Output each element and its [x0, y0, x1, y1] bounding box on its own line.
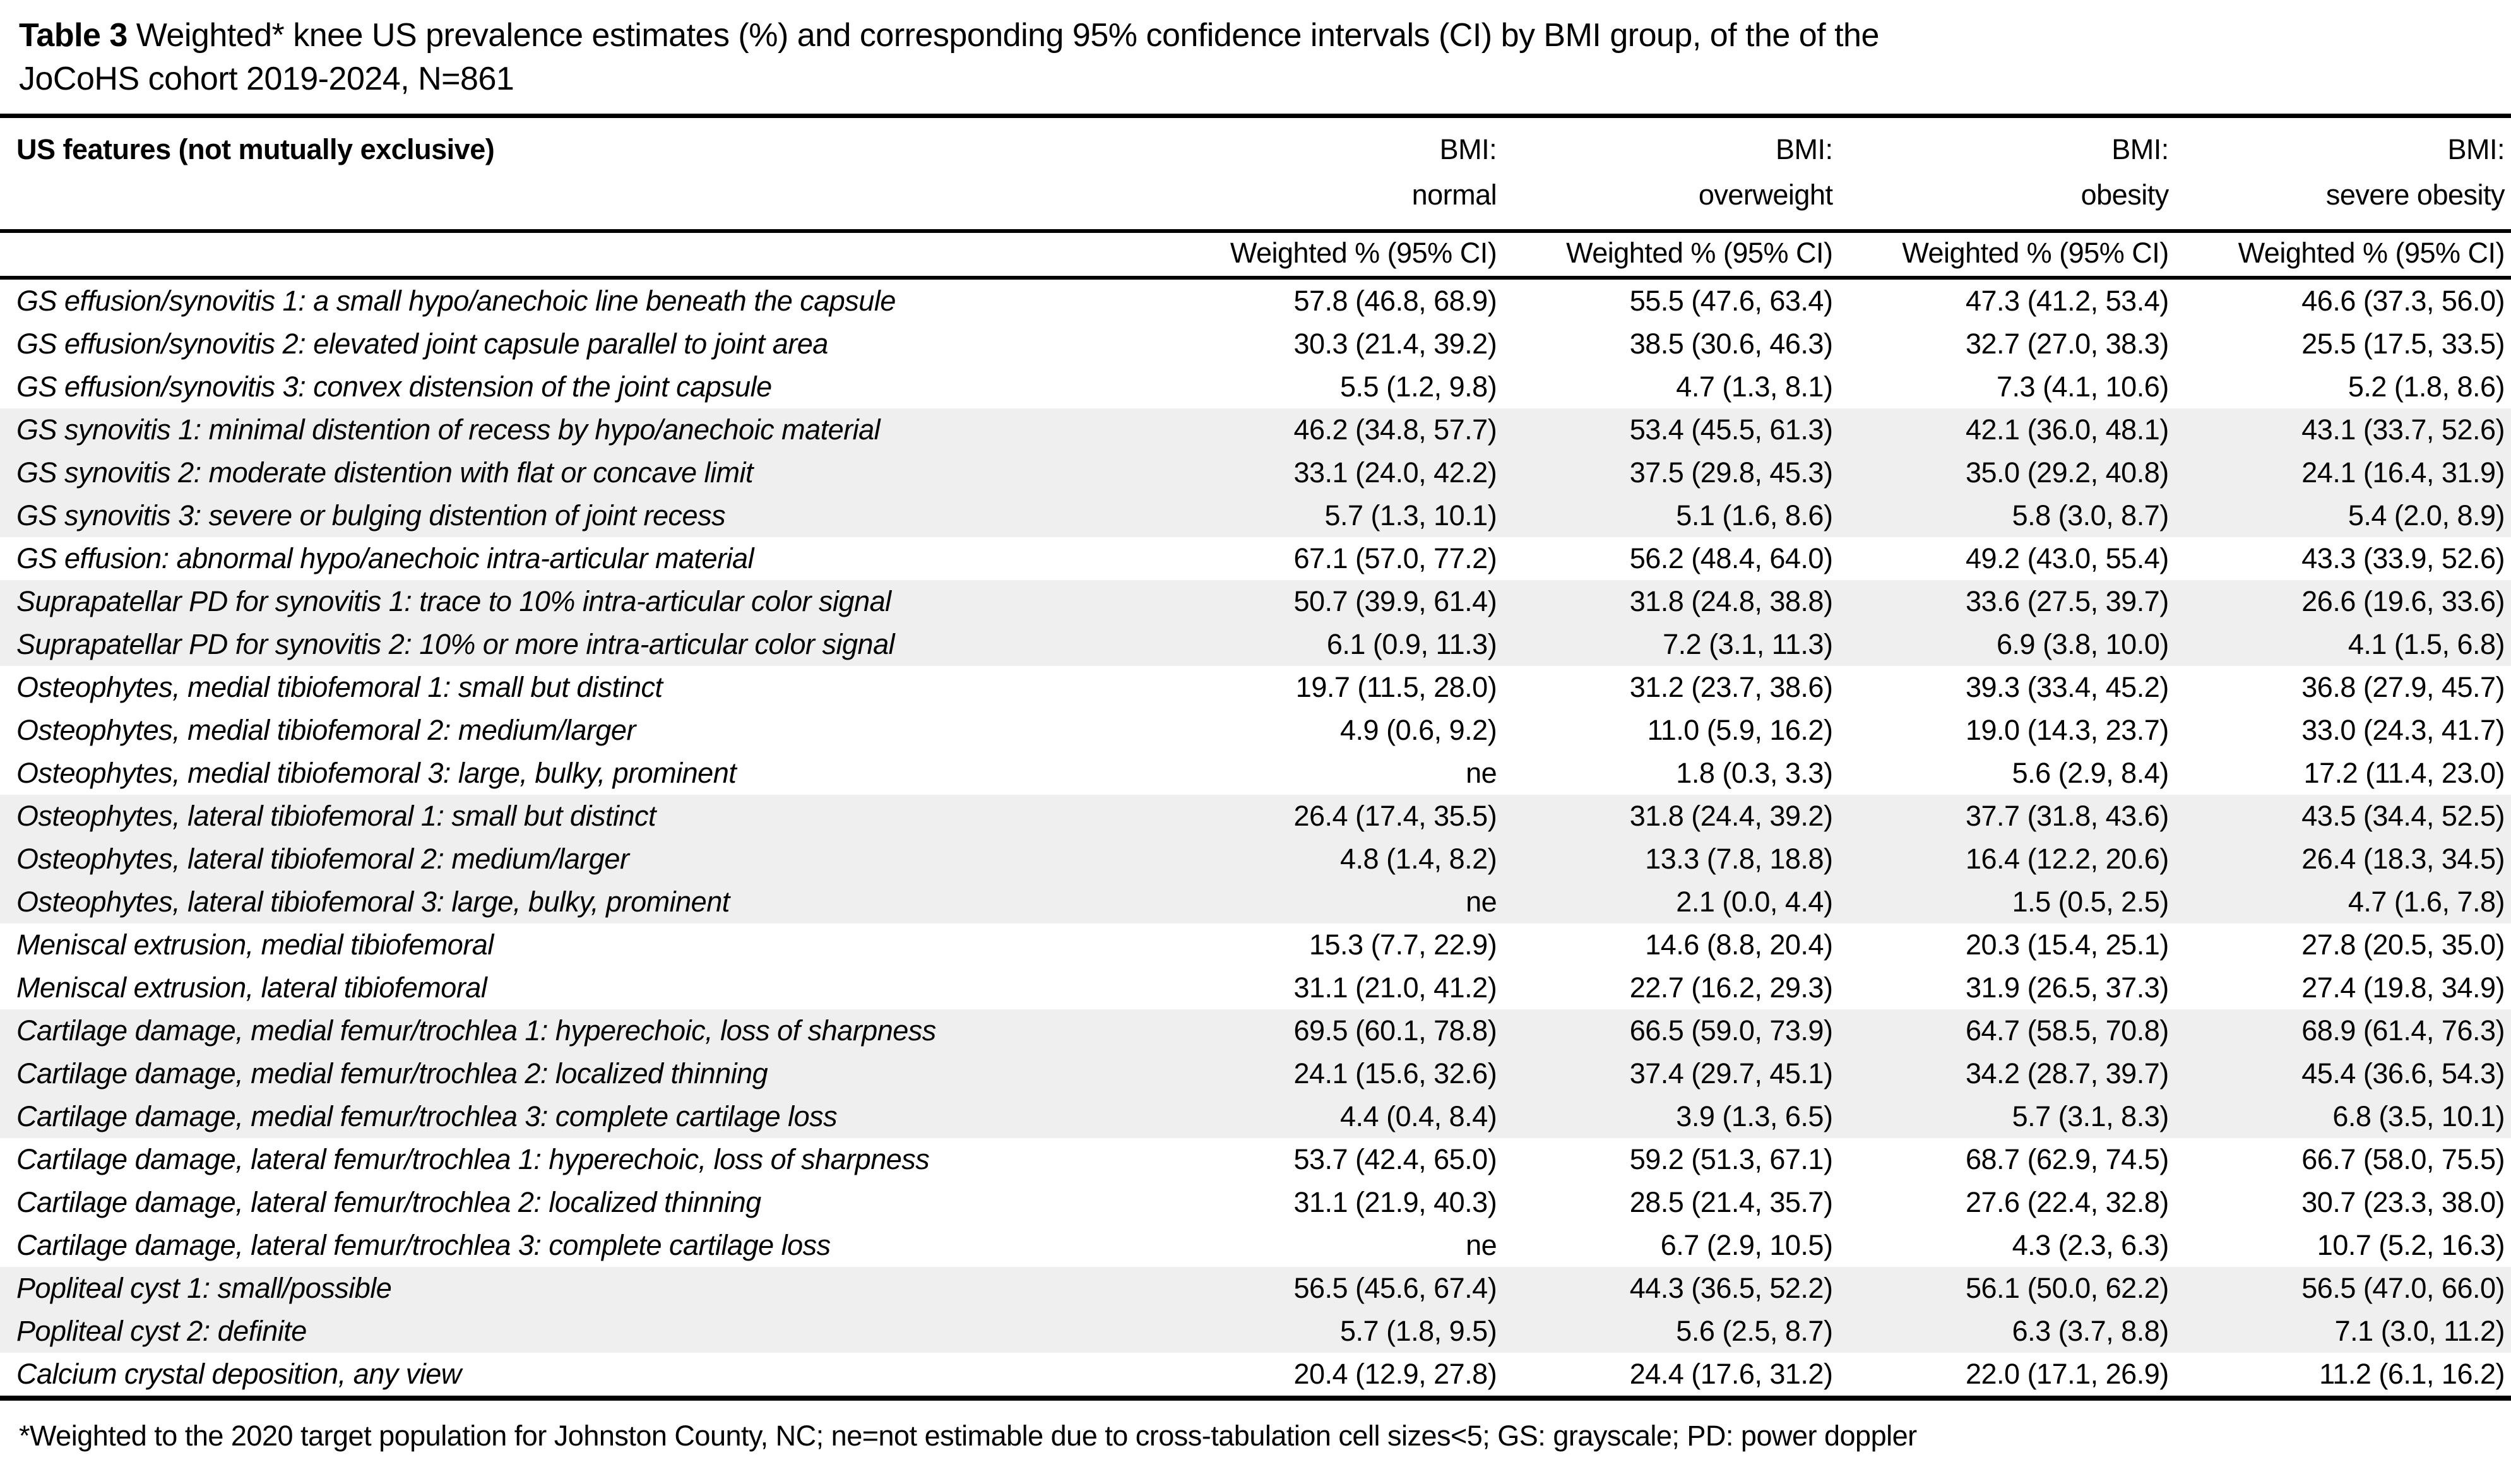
value-cell: 68.7 (62.9, 74.5)	[1965, 1143, 2169, 1176]
value-cell: 6.3 (3.7, 8.8)	[2012, 1315, 2169, 1348]
value-cell: 47.3 (41.2, 53.4)	[1965, 285, 2169, 318]
value-cell: 43.3 (33.9, 52.6)	[2301, 542, 2505, 575]
value-cell: 4.8 (1.4, 8.2)	[1340, 843, 1497, 876]
value-cell: 24.1 (16.4, 31.9)	[2301, 456, 2505, 489]
value-cell: 37.5 (29.8, 45.3)	[1629, 456, 1833, 489]
value-cell: 4.4 (0.4, 8.4)	[1340, 1100, 1497, 1133]
value-cell: 46.2 (34.8, 57.7)	[1293, 413, 1497, 446]
value-cell: 4.7 (1.6, 7.8)	[2348, 886, 2505, 918]
value-cell: 31.1 (21.0, 41.2)	[1293, 971, 1497, 1004]
weighted-pct-subheader: Weighted % (95% CI)	[2175, 231, 2511, 278]
value-cell: 24.1 (15.6, 32.6)	[1293, 1057, 1497, 1090]
value-cell: 64.7 (58.5, 70.8)	[1965, 1014, 2169, 1047]
table-row	[0, 1095, 2511, 1138]
value-cell: 27.8 (20.5, 35.0)	[2301, 929, 2505, 961]
value-cell: 5.6 (2.5, 8.7)	[1676, 1315, 1833, 1348]
value-cell: 67.1 (57.0, 77.2)	[1293, 542, 1497, 575]
table-row	[0, 1138, 2511, 1181]
feature-label: Calcium crystal deposition, any view	[16, 1358, 461, 1391]
table-row	[0, 451, 2511, 494]
value-cell: 30.3 (21.4, 39.2)	[1293, 328, 1497, 360]
value-cell: 24.4 (17.6, 31.2)	[1629, 1358, 1833, 1391]
value-cell: 26.4 (18.3, 34.5)	[2301, 843, 2505, 876]
weighted-pct-subheader: Weighted % (95% CI)	[1167, 231, 1503, 278]
value-cell: 22.7 (16.2, 29.3)	[1629, 971, 1833, 1004]
feature-label: Meniscal extrusion, lateral tibiofemoral	[16, 971, 487, 1004]
table-row	[0, 752, 2511, 795]
value-cell: 31.1 (21.9, 40.3)	[1293, 1186, 1497, 1219]
feature-label: Cartilage damage, medial femur/trochlea 1: hyperechoic, loss of sharpness	[16, 1014, 936, 1047]
bmi-label: BMI:	[1775, 133, 1833, 166]
feature-label: Popliteal cyst 1: small/possible	[16, 1272, 392, 1305]
value-cell: 66.7 (58.0, 75.5)	[2301, 1143, 2505, 1176]
value-cell: 10.7 (5.2, 16.3)	[2317, 1229, 2505, 1262]
value-cell: 53.4 (45.5, 61.3)	[1629, 413, 1833, 446]
bmi-overweight-column-header	[1503, 116, 1839, 232]
value-cell: 5.7 (1.3, 10.1)	[1324, 499, 1497, 532]
feature-label: GS synovitis 3: severe or bulging distention of joint recess	[16, 499, 726, 532]
value-cell: 11.0 (5.9, 16.2)	[1647, 714, 1833, 747]
feature-label: Meniscal extrusion, medial tibiofemoral	[16, 929, 494, 961]
value-cell: 34.2 (28.7, 39.7)	[1965, 1057, 2169, 1090]
feature-label: GS effusion/synovitis 2: elevated joint capsule parallel to joint area	[16, 328, 828, 360]
table-row	[0, 923, 2511, 966]
value-cell: 37.4 (29.7, 45.1)	[1629, 1057, 1833, 1090]
feature-label: Osteophytes, medial tibiofemoral 3: large, bulky, prominent	[16, 757, 737, 790]
value-cell: 26.6 (19.6, 33.6)	[2301, 585, 2505, 618]
value-cell: 13.3 (7.8, 18.8)	[1645, 843, 1833, 876]
table-row	[0, 408, 2511, 451]
feature-label: Osteophytes, lateral tibiofemoral 3: large, bulky, prominent	[16, 886, 730, 918]
value-cell: 2.1 (0.0, 4.4)	[1676, 886, 1833, 918]
feature-label: Osteophytes, medial tibiofemoral 1: small but distinct	[16, 671, 663, 704]
value-cell: 31.8 (24.8, 38.8)	[1629, 585, 1833, 618]
value-cell: 5.4 (2.0, 8.9)	[2348, 499, 2505, 532]
table-row	[0, 537, 2511, 580]
value-cell: 6.1 (0.9, 11.3)	[1326, 628, 1497, 661]
features-column-header: US features (not mutually exclusive)	[0, 116, 1167, 232]
feature-label: Osteophytes, lateral tibiofemoral 2: medium/larger	[16, 843, 629, 876]
value-cell: 3.9 (1.3, 6.5)	[1676, 1100, 1833, 1133]
bmi-group-name: normal	[1411, 179, 1497, 211]
bmi-group-name: obesity	[2081, 179, 2169, 211]
value-cell: 19.0 (14.3, 23.7)	[1965, 714, 2169, 747]
value-cell: 53.7 (42.4, 65.0)	[1293, 1143, 1497, 1176]
table-row	[0, 666, 2511, 709]
table-row	[0, 966, 2511, 1009]
value-cell: 26.4 (17.4, 35.5)	[1293, 800, 1497, 833]
value-cell: 25.5 (17.5, 33.5)	[2301, 328, 2505, 360]
value-cell: 5.8 (3.0, 8.7)	[2012, 499, 2169, 532]
table-caption-line2: JoCoHS cohort 2019-2024, N=861	[19, 61, 514, 98]
bmi-label: BMI:	[1439, 133, 1497, 166]
weighted-pct-subheader: Weighted % (95% CI)	[1839, 231, 2175, 278]
feature-label: GS effusion/synovitis 3: convex distension of the joint capsule	[16, 371, 772, 403]
table-row	[0, 1009, 2511, 1052]
feature-label: Suprapatellar PD for synovitis 2: 10% or more intra-articular color signal	[16, 628, 895, 661]
bmi-label: BMI:	[2447, 133, 2505, 166]
value-cell: 1.5 (0.5, 2.5)	[2012, 886, 2169, 918]
table-row	[0, 881, 2511, 923]
value-cell: ne	[1466, 757, 1497, 790]
value-cell: 56.5 (47.0, 66.0)	[2301, 1272, 2505, 1305]
feature-label: GS effusion/synovitis 1: a small hypo/anechoic line beneath the capsule	[16, 285, 896, 318]
table-row	[0, 278, 2511, 323]
value-cell: 22.0 (17.1, 26.9)	[1965, 1358, 2169, 1391]
value-cell: 37.7 (31.8, 43.6)	[1965, 800, 2169, 833]
value-cell: 31.8 (24.4, 39.2)	[1629, 800, 1833, 833]
value-cell: 31.2 (23.7, 38.6)	[1629, 671, 1833, 704]
table-row	[0, 365, 2511, 408]
value-cell: 11.2 (6.1, 16.2)	[2319, 1358, 2505, 1391]
value-cell: 20.4 (12.9, 27.8)	[1293, 1358, 1497, 1391]
feature-label: Cartilage damage, lateral femur/trochlea 1: hyperechoic, loss of sharpness	[16, 1143, 930, 1176]
prevalence-table	[0, 114, 2511, 1401]
feature-label: GS synovitis 1: minimal distention of recess by hypo/anechoic material	[16, 413, 881, 446]
value-cell: 43.1 (33.7, 52.6)	[2301, 413, 2505, 446]
value-cell: 5.7 (1.8, 9.5)	[1340, 1315, 1497, 1348]
bmi-severe-obesity-column-header	[2175, 116, 2511, 232]
feature-label: Cartilage damage, lateral femur/trochlea 2: localized thinning	[16, 1186, 761, 1219]
table-row	[0, 838, 2511, 881]
value-cell: 7.2 (3.1, 11.3)	[1663, 628, 1833, 661]
table-row	[0, 1310, 2511, 1353]
bmi-obesity-column-header	[1839, 116, 2175, 232]
value-cell: 45.4 (36.6, 54.3)	[2301, 1057, 2505, 1090]
weighted-pct-subheader: Weighted % (95% CI)	[1503, 231, 1839, 278]
value-cell: 66.5 (59.0, 73.9)	[1629, 1014, 1833, 1047]
value-cell: 7.1 (3.0, 11.2)	[2334, 1315, 2505, 1348]
feature-label: Osteophytes, lateral tibiofemoral 1: small but distinct	[16, 800, 656, 833]
bmi-group-name: overweight	[1698, 179, 1833, 211]
value-cell: 56.2 (48.4, 64.0)	[1629, 542, 1833, 575]
value-cell: 55.5 (47.6, 63.4)	[1629, 285, 1833, 318]
value-cell: 15.3 (7.7, 22.9)	[1309, 929, 1497, 961]
table-header	[0, 116, 2511, 278]
value-cell: ne	[1466, 1229, 1497, 1262]
table-row	[0, 1181, 2511, 1224]
feature-label: Osteophytes, medial tibiofemoral 2: medium/larger	[16, 714, 636, 747]
value-cell: 7.3 (4.1, 10.6)	[1997, 371, 2169, 403]
bmi-label: BMI:	[2111, 133, 2169, 166]
table-row	[0, 1267, 2511, 1310]
value-cell: 6.9 (3.8, 10.0)	[1997, 628, 2169, 661]
value-cell: 68.9 (61.4, 76.3)	[2301, 1014, 2505, 1047]
feature-label: GS synovitis 2: moderate distention with flat or concave limit	[16, 456, 754, 489]
table-number: Table 3	[19, 17, 128, 54]
feature-label: Suprapatellar PD for synovitis 1: trace to 10% intra-articular color signal	[16, 585, 891, 618]
value-cell: 19.7 (11.5, 28.0)	[1295, 671, 1497, 704]
table-row	[0, 795, 2511, 838]
table-title	[19, 14, 2473, 101]
value-cell: 14.6 (8.8, 20.4)	[1645, 929, 1833, 961]
value-cell: 1.8 (0.3, 3.3)	[1676, 757, 1833, 790]
value-cell: 44.3 (36.5, 52.2)	[1629, 1272, 1833, 1305]
value-cell: 43.5 (34.4, 52.5)	[2301, 800, 2505, 833]
value-cell: 42.1 (36.0, 48.1)	[1965, 413, 2169, 446]
table-row	[0, 623, 2511, 666]
value-cell: 69.5 (60.1, 78.8)	[1293, 1014, 1497, 1047]
feature-label: Cartilage damage, medial femur/trochlea 2: localized thinning	[16, 1057, 768, 1090]
table-caption-line1: Weighted* knee US prevalence estimates (%) and corresponding 95% confidence intervals (CI) by BMI group, of the of the	[136, 17, 1879, 54]
value-cell: 4.9 (0.6, 9.2)	[1340, 714, 1497, 747]
value-cell: 33.1 (24.0, 42.2)	[1293, 456, 1497, 489]
table-row	[0, 709, 2511, 752]
value-cell: 6.8 (3.5, 10.1)	[2332, 1100, 2505, 1133]
bmi-group-name: severe obesity	[2325, 179, 2505, 211]
table-row	[0, 1224, 2511, 1267]
table-row	[0, 494, 2511, 537]
value-cell: 57.8 (46.8, 68.9)	[1293, 285, 1497, 318]
value-cell: 4.7 (1.3, 8.1)	[1676, 371, 1833, 403]
value-cell: 56.5 (45.6, 67.4)	[1293, 1272, 1497, 1305]
feature-label: Cartilage damage, medial femur/trochlea 3: complete cartilage loss	[16, 1100, 838, 1133]
value-cell: ne	[1466, 886, 1497, 918]
subheader-row	[0, 231, 2511, 278]
value-cell: 16.4 (12.2, 20.6)	[1965, 843, 2169, 876]
value-cell: 33.6 (27.5, 39.7)	[1965, 585, 2169, 618]
value-cell: 20.3 (15.4, 25.1)	[1965, 929, 2169, 961]
value-cell: 36.8 (27.9, 45.7)	[2301, 671, 2505, 704]
value-cell: 5.5 (1.2, 9.8)	[1340, 371, 1497, 403]
value-cell: 46.6 (37.3, 56.0)	[2301, 285, 2505, 318]
value-cell: 32.7 (27.0, 38.3)	[1965, 328, 2169, 360]
feature-label: Popliteal cyst 2: definite	[16, 1315, 307, 1348]
value-cell: 17.2 (11.4, 23.0)	[2303, 757, 2505, 790]
value-cell: 28.5 (21.4, 35.7)	[1629, 1186, 1833, 1219]
value-cell: 33.0 (24.3, 41.7)	[2301, 714, 2505, 747]
bmi-normal-column-header	[1167, 116, 1503, 232]
value-cell: 31.9 (26.5, 37.3)	[1965, 971, 2169, 1004]
value-cell: 35.0 (29.2, 40.8)	[1965, 456, 2169, 489]
table-body	[0, 278, 2511, 1398]
feature-label: Cartilage damage, lateral femur/trochlea 3: complete cartilage loss	[16, 1229, 831, 1262]
value-cell: 30.7 (23.3, 38.0)	[2301, 1186, 2505, 1219]
value-cell: 5.1 (1.6, 8.6)	[1676, 499, 1833, 532]
value-cell: 5.2 (1.8, 8.6)	[2348, 371, 2505, 403]
footnote: *Weighted to the 2020 target population for Johnston County, NC; ne=not estimable due to cross-tabulation cell sizes<5; GS: grayscale; PD: power doppler	[19, 1420, 1917, 1452]
value-cell: 49.2 (43.0, 55.4)	[1965, 542, 2169, 575]
value-cell: 6.7 (2.9, 10.5)	[1660, 1229, 1833, 1262]
table-row	[0, 1353, 2511, 1398]
feature-label: GS effusion: abnormal hypo/anechoic intra-articular material	[16, 542, 754, 575]
subheader-spacer	[0, 231, 1167, 278]
value-cell: 59.2 (51.3, 67.1)	[1629, 1143, 1833, 1176]
value-cell: 4.3 (2.3, 6.3)	[2012, 1229, 2169, 1262]
value-cell: 50.7 (39.9, 61.4)	[1293, 585, 1497, 618]
value-cell: 38.5 (30.6, 46.3)	[1629, 328, 1833, 360]
value-cell: 5.7 (3.1, 8.3)	[2012, 1100, 2169, 1133]
value-cell: 27.4 (19.8, 34.9)	[2301, 971, 2505, 1004]
table-row	[0, 323, 2511, 365]
value-cell: 27.6 (22.4, 32.8)	[1965, 1186, 2169, 1219]
value-cell: 5.6 (2.9, 8.4)	[2012, 757, 2169, 790]
value-cell: 56.1 (50.0, 62.2)	[1965, 1272, 2169, 1305]
value-cell: 39.3 (33.4, 45.2)	[1965, 671, 2169, 704]
table-row	[0, 580, 2511, 623]
table-row	[0, 1052, 2511, 1095]
bmi-header-row	[0, 116, 2511, 232]
value-cell: 4.1 (1.5, 6.8)	[2348, 628, 2505, 661]
